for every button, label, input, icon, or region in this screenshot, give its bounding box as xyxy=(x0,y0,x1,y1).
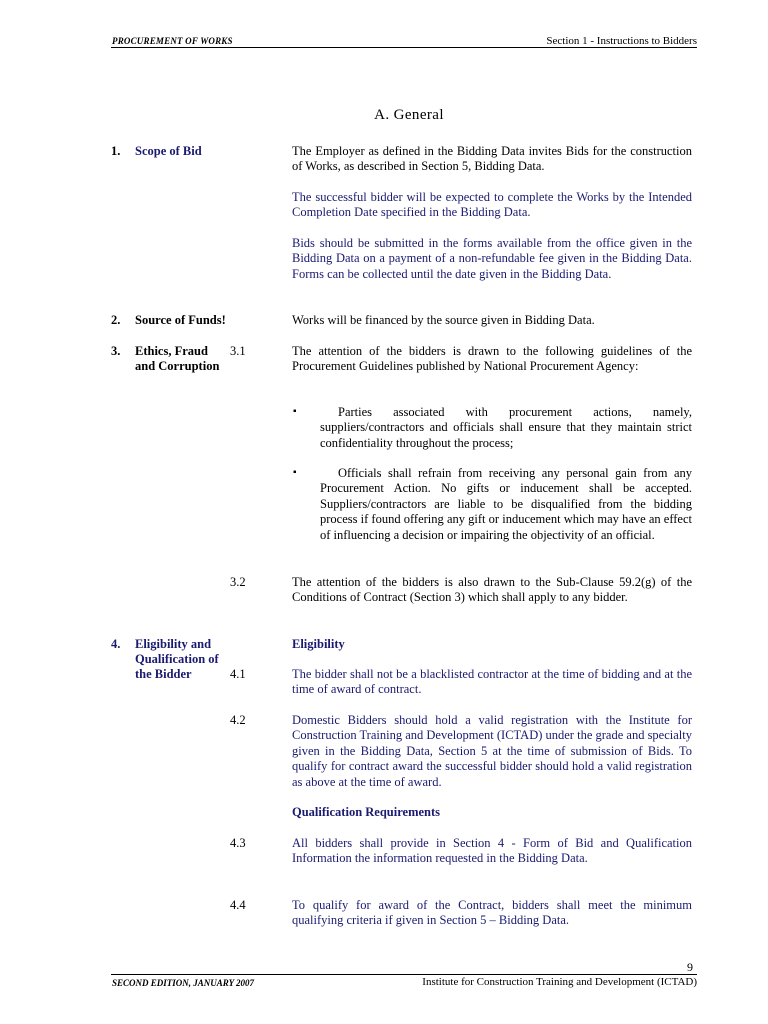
clause-4-4-text: To qualify for award of the Contract, bidders shall meet the minimum qualifying criteria if given in Section 5 – Bidding Data. xyxy=(292,898,692,928)
header-section: Section 1 - Instructions to Bidders xyxy=(546,35,697,47)
clause-2-heading: Source of Funds! xyxy=(135,313,226,327)
clause-3-heading-line-2: and Corruption xyxy=(135,359,220,373)
clause-4-3-number: 4.3 xyxy=(230,836,246,850)
clause-3-bullet-2-text: Officials shall refrain from receiving any personal gain from any Procurement Action. No gifts or inducement shall be accepted. Suppliers/contractors are liable to be disqualified from the bidding process if found offering any gift or inducement which may have an effect of influencing a decision or impairing the objectivity of an official. xyxy=(320,466,692,542)
clause-4-3-text: All bidders shall provide in Section 4 - Form of Bid and Qualification Information the information requested in the Bidding Data. xyxy=(292,836,692,866)
eligibility-heading: Eligibility xyxy=(292,637,345,651)
footer-publisher: Institute for Construction Training and Development (ICTAD) xyxy=(422,976,697,988)
clause-4-heading-line-2: Qualification of xyxy=(135,652,219,666)
clause-4-1-text: The bidder shall not be a blacklisted contractor at the time of bidding and at the time of award of contract. xyxy=(292,667,692,697)
clause-3-1-text: The attention of the bidders is drawn to the following guidelines of the Procurement Guidelines published by National Procurement Agency: xyxy=(292,344,692,374)
clause-3-bullet-1-text: Parties associated with procurement actions, namely, suppliers/contractors and officials shall ensure that they maintain strict confidentiality throughout the process; xyxy=(320,405,692,450)
header-title: PROCUREMENT OF WORKS xyxy=(112,36,233,46)
section-title xyxy=(0,107,768,124)
clause-1-para-2: The successful bidder will be expected to complete the Works by the Intended Completion Date specified in the Bidding Data. xyxy=(292,190,692,220)
clause-4-2-number: 4.2 xyxy=(230,713,246,727)
qualification-heading: Qualification Requirements xyxy=(292,805,441,819)
section-title-text: A. General xyxy=(374,107,444,123)
clause-3-2-number: 3.2 xyxy=(230,575,246,589)
clause-3-bullet-1 xyxy=(320,405,692,451)
clause-4-2-text: Domestic Bidders should hold a valid registration with the Institute for Construction Training and Development (ICTAD) under the grade and specialty given in the Bidding Data, Section 5 at the time of submission of Bids. To qualify for contract award the successful bidder should hold a valid registration as above at the time of award. xyxy=(292,713,692,789)
clause-3-1-number: 3.1 xyxy=(230,344,246,358)
clause-3-number: 3. xyxy=(111,344,121,358)
clause-4-heading-line-3: the Bidder xyxy=(135,667,192,681)
header-divider xyxy=(111,47,697,48)
clause-3-heading-line-1: Ethics, Fraud xyxy=(135,344,208,358)
clause-2-number: 2. xyxy=(111,313,121,327)
clause-4-number: 4. xyxy=(111,637,121,651)
footer-divider xyxy=(111,974,697,975)
bullet-icon: ▪ xyxy=(293,406,297,417)
clause-1-number: 1. xyxy=(111,144,121,158)
clause-1-para-3: Bids should be submitted in the forms available from the office given in the Bidding Data on a payment of a non-refundable fee given in the Bidding Data. Forms can be collected until the date given in the Bidding Data. xyxy=(292,236,692,281)
clause-1-para-1: The Employer as defined in the Bidding Data invites Bids for the construction of Works, as described in Section 5, Bidding Data. xyxy=(292,144,692,174)
clause-1-heading: Scope of Bid xyxy=(135,144,202,158)
clause-3-bullet-2 xyxy=(320,466,692,543)
page-number: 9 xyxy=(687,960,693,974)
bullet-icon: ▪ xyxy=(293,467,297,478)
clause-4-4-number: 4.4 xyxy=(230,898,246,912)
clause-3-2-text: The attention of the bidders is also drawn to the Sub-Clause 59.2(g) of the Conditions of Contract (Section 3) which shall apply to any bidder. xyxy=(292,575,692,605)
clause-4-heading-line-1: Eligibility and xyxy=(135,637,212,651)
clause-4-1-number: 4.1 xyxy=(230,667,246,681)
clause-2-para-1: Works will be financed by the source given in Bidding Data. xyxy=(292,313,595,327)
footer-edition: SECOND EDITION, JANUARY 2007 xyxy=(112,978,255,988)
